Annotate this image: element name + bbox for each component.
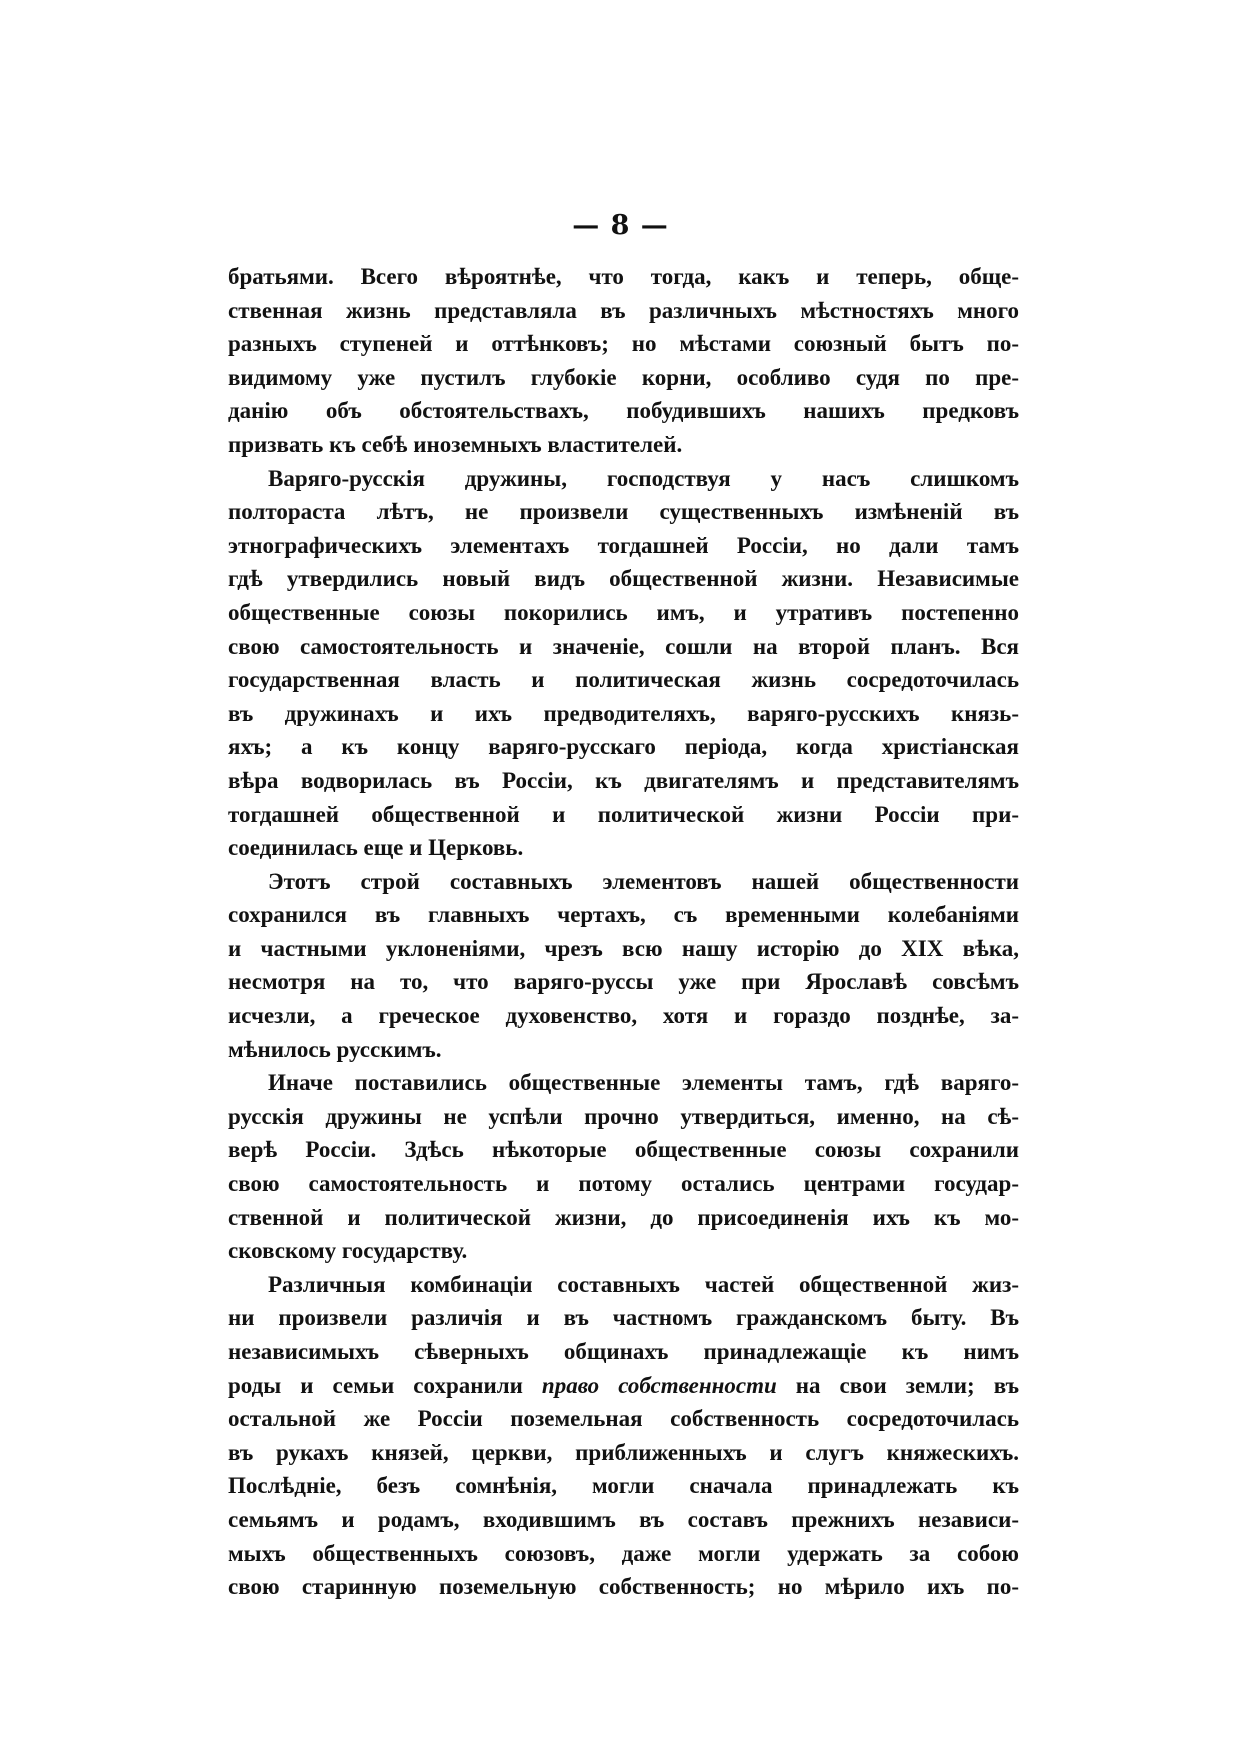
text-line: сохранился въ главныхъ чертахъ, съ временными колебаніями (228, 902, 1019, 928)
text-line: Варяго-русскія дружины, господствуя у насъ слишкомъ (268, 465, 1019, 491)
text-line: видимому уже пустилъ глубокіе корни, особливо судя по пре- (228, 364, 1019, 390)
text-line: этнографическихъ элементахъ тогдашней Россіи, но дали тамъ (228, 532, 1019, 558)
text-line: вѣра водворилась въ Россіи, къ двигателямъ и представителямъ (228, 767, 1019, 793)
text-line: въ рукахъ князей, церкви, приближенныхъ и слугъ княжескихъ. (228, 1439, 1019, 1465)
text-line: свою старинную поземельную собственность; но мѣрило ихъ по- (228, 1574, 1019, 1600)
text-line: общественные союзы покорились имъ, и утративъ постепенно (228, 599, 1019, 625)
text-line: и частными уклоненіями, чрезъ всю нашу исторію до XIX вѣка, (228, 935, 1019, 961)
paragraph-5 (228, 1268, 1019, 1604)
text-line: независимыхъ сѣверныхъ общинахъ принадлежащіе къ нимъ (228, 1339, 1019, 1364)
text-line: Этотъ строй составныхъ элементовъ нашей общественности (268, 868, 1019, 894)
text-line: призвать къ себѣ иноземныхъ властителей. (228, 431, 683, 457)
text-line: русскія дружины не успѣли прочно утвердиться, именно, на сѣ- (228, 1103, 1019, 1129)
text-line: соединилась еще и Церковь. (228, 835, 524, 861)
body-text (228, 260, 1019, 1604)
text-line: тогдашней общественной и политической жизни Россіи при- (228, 801, 1019, 827)
paragraph-4 (228, 1066, 1019, 1268)
text-line: въ дружинахъ и ихъ предводителяхъ, варяго-русскихъ князь- (228, 700, 1019, 726)
text-line: братьями. Всего вѣроятнѣе, что тогда, какъ и теперь, обще- (228, 264, 1019, 289)
text-line: яхъ; а къ концу варяго-русскаго періода, когда христіанская (228, 734, 1019, 760)
text-line: несмотря на то, что варяго-руссы уже при Ярославѣ совсѣмъ (228, 969, 1019, 995)
text-line: семьямъ и родамъ, входившимъ въ составъ прежнихъ независи- (228, 1506, 1019, 1532)
text-line: ни произвели различія и въ частномъ гражданскомъ быту. Въ (228, 1305, 1019, 1331)
text-line: данію объ обстоятельствахъ, побудившихъ нашихъ предковъ (228, 398, 1019, 424)
text-line: свою самостоятельность и значеніе, сошли на второй планъ. Вся (228, 633, 1019, 659)
paragraph-3 (228, 865, 1019, 1067)
text-line: гдѣ утвердились новый видъ общественной жизни. Независимые (228, 566, 1019, 592)
page-number: — 8 — (572, 210, 669, 241)
paragraph-2 (228, 462, 1019, 865)
text-line: Различныя комбинаціи составныхъ частей общественной жиз- (268, 1271, 1019, 1297)
text-line: государственная власть и политическая жизнь сосредоточилась (228, 667, 1019, 693)
text-line: полтораста лѣтъ, не произвели существенныхъ измѣненій въ (228, 499, 1019, 525)
text-line: остальной же Россіи поземельная собственность сосредоточилась (228, 1406, 1019, 1432)
text-line: мыхъ общественныхъ союзовъ, даже могли удержать за собою (228, 1540, 1019, 1566)
text-line: ственная жизнь представляла въ различныхъ мѣстностяхъ много (228, 297, 1019, 323)
text-line: верѣ Россіи. Здѣсь нѣкоторые общественные союзы сохранили (228, 1137, 1019, 1163)
text-line: ственной и политической жизни, до присоединенія ихъ къ мо- (228, 1204, 1019, 1230)
text-line-with-italic: роды и семьи сохранили право собственности на свои земли; въ (228, 1372, 1019, 1398)
text-line: Послѣдніе, безъ сомнѣнія, могли сначала принадлежать къ (228, 1473, 1019, 1499)
text-line: разныхъ ступеней и оттѣнковъ; но мѣстами союзный бытъ по- (228, 331, 1019, 357)
text-line: сковскому государству. (228, 1238, 468, 1264)
paragraph-1 (228, 260, 1019, 462)
text-line: Иначе поставились общественные элементы тамъ, гдѣ варяго- (268, 1070, 1019, 1096)
text-line: свою самостоятельность и потому остались центрами государ- (228, 1171, 1019, 1197)
text-line: исчезли, а греческое духовенство, хотя и гораздо позднѣе, за- (228, 1003, 1019, 1029)
italic-phrase: право собственности (541, 1372, 777, 1398)
text-line: мѣнилось русскимъ. (228, 1036, 442, 1062)
